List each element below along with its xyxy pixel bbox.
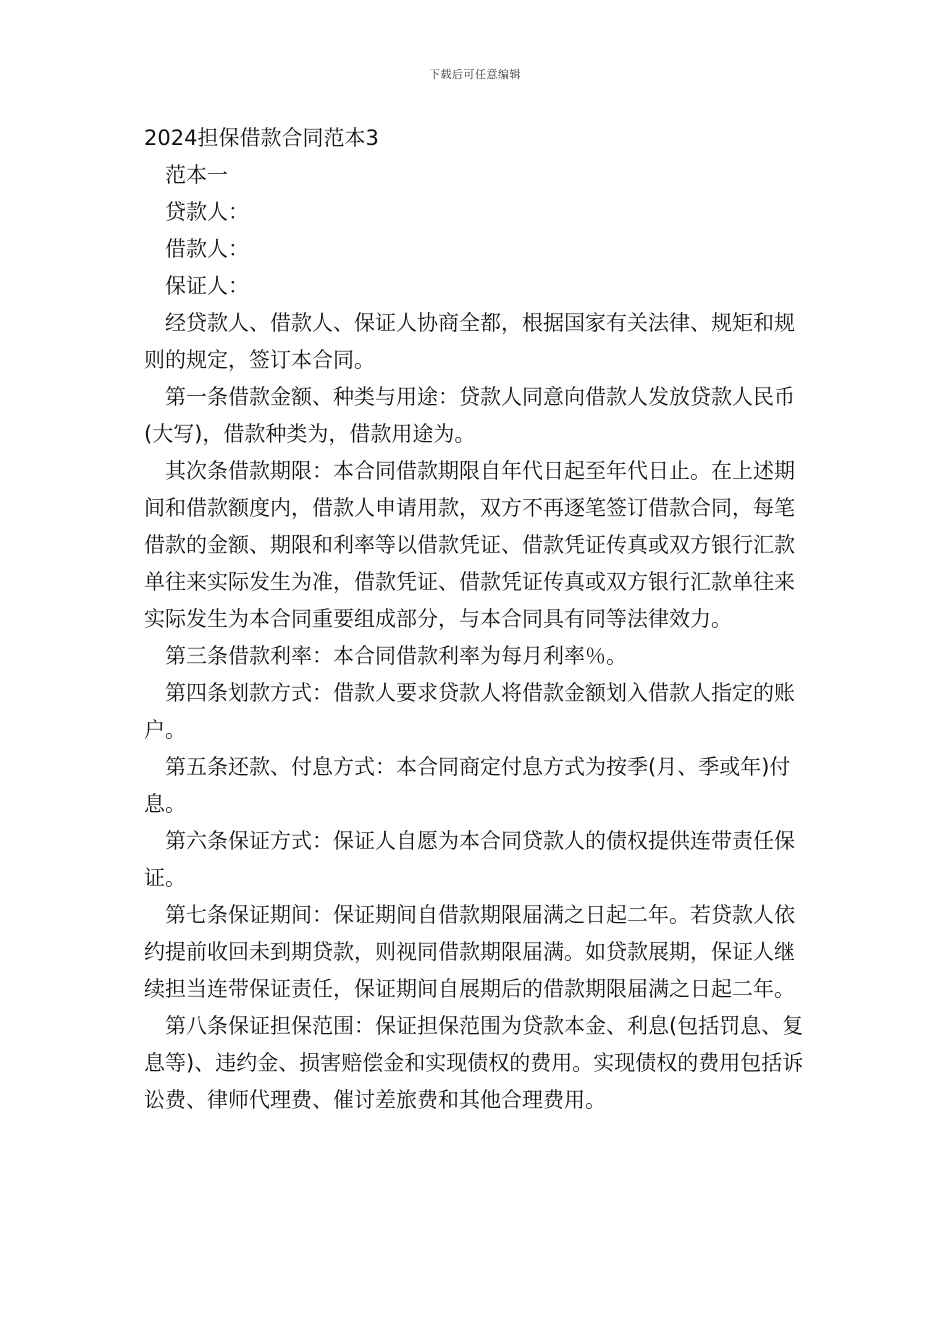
paragraph-article-1: 第一条借款金额、种类与用途：贷款人同意向借款人发放贷款人民币(大写)，借款种类为，借款用途为。 xyxy=(144,385,795,446)
document-title: 2024担保借款合同范本3 xyxy=(144,126,379,150)
paragraph-article-5: 第五条还款、付息方式：本合同商定付息方式为按季(月、季或年)付息。 xyxy=(144,755,791,816)
version-label: 范本一 xyxy=(165,163,228,187)
document-body xyxy=(144,120,808,1119)
paragraph-article-8: 第八条保证担保范围：保证担保范围为贷款本金、利息(包括罚息、复息等)、违约金、损害赔偿金和实现债权的费用。实现债权的费用包括诉讼费、律师代理费、催讨差旅费和其他合理费用。 xyxy=(144,1014,804,1112)
paragraph-article-2: 其次条借款期限：本合同借款期限自年代日起至年代日止。在上述期间和借款额度内，借款人申请用款，双方不再逐笔签订借款合同，每笔借款的金额、期限和利率等以借款凭证、借款凭证传真或双方银行汇款单往来实际发生为准，借款凭证、借款凭证传真或双方银行汇款单往来实际发生为本合同重要组成部分，与本合同具有同等法律效力。 xyxy=(144,459,795,631)
paragraph-article-6: 第六条保证方式：保证人自愿为本合同贷款人的债权提供连带责任保证。 xyxy=(144,829,795,890)
paragraph-article-3: 第三条借款利率：本合同借款利率为每月利率％。 xyxy=(165,644,627,668)
paragraph-preamble: 经贷款人、借款人、保证人协商全都，根据国家有关法律、规矩和规则的规定，签订本合同。 xyxy=(144,311,795,372)
guarantor-label: 保证人： xyxy=(165,274,249,298)
lender-label: 贷款人： xyxy=(165,200,249,224)
borrower-label: 借款人： xyxy=(165,237,249,261)
header-note: 下载后可任意编辑 xyxy=(429,68,521,81)
paragraph-article-4: 第四条划款方式：借款人要求贷款人将借款金额划入借款人指定的账户。 xyxy=(144,681,795,742)
paragraph-article-7: 第七条保证期间：保证期间自借款期限届满之日起二年。若贷款人依约提前收回未到期贷款，则视同借款期限届满。如贷款展期，保证人继续担当连带保证责任，保证期间自展期后的借款期限届满之日起二年。 xyxy=(144,903,795,1001)
